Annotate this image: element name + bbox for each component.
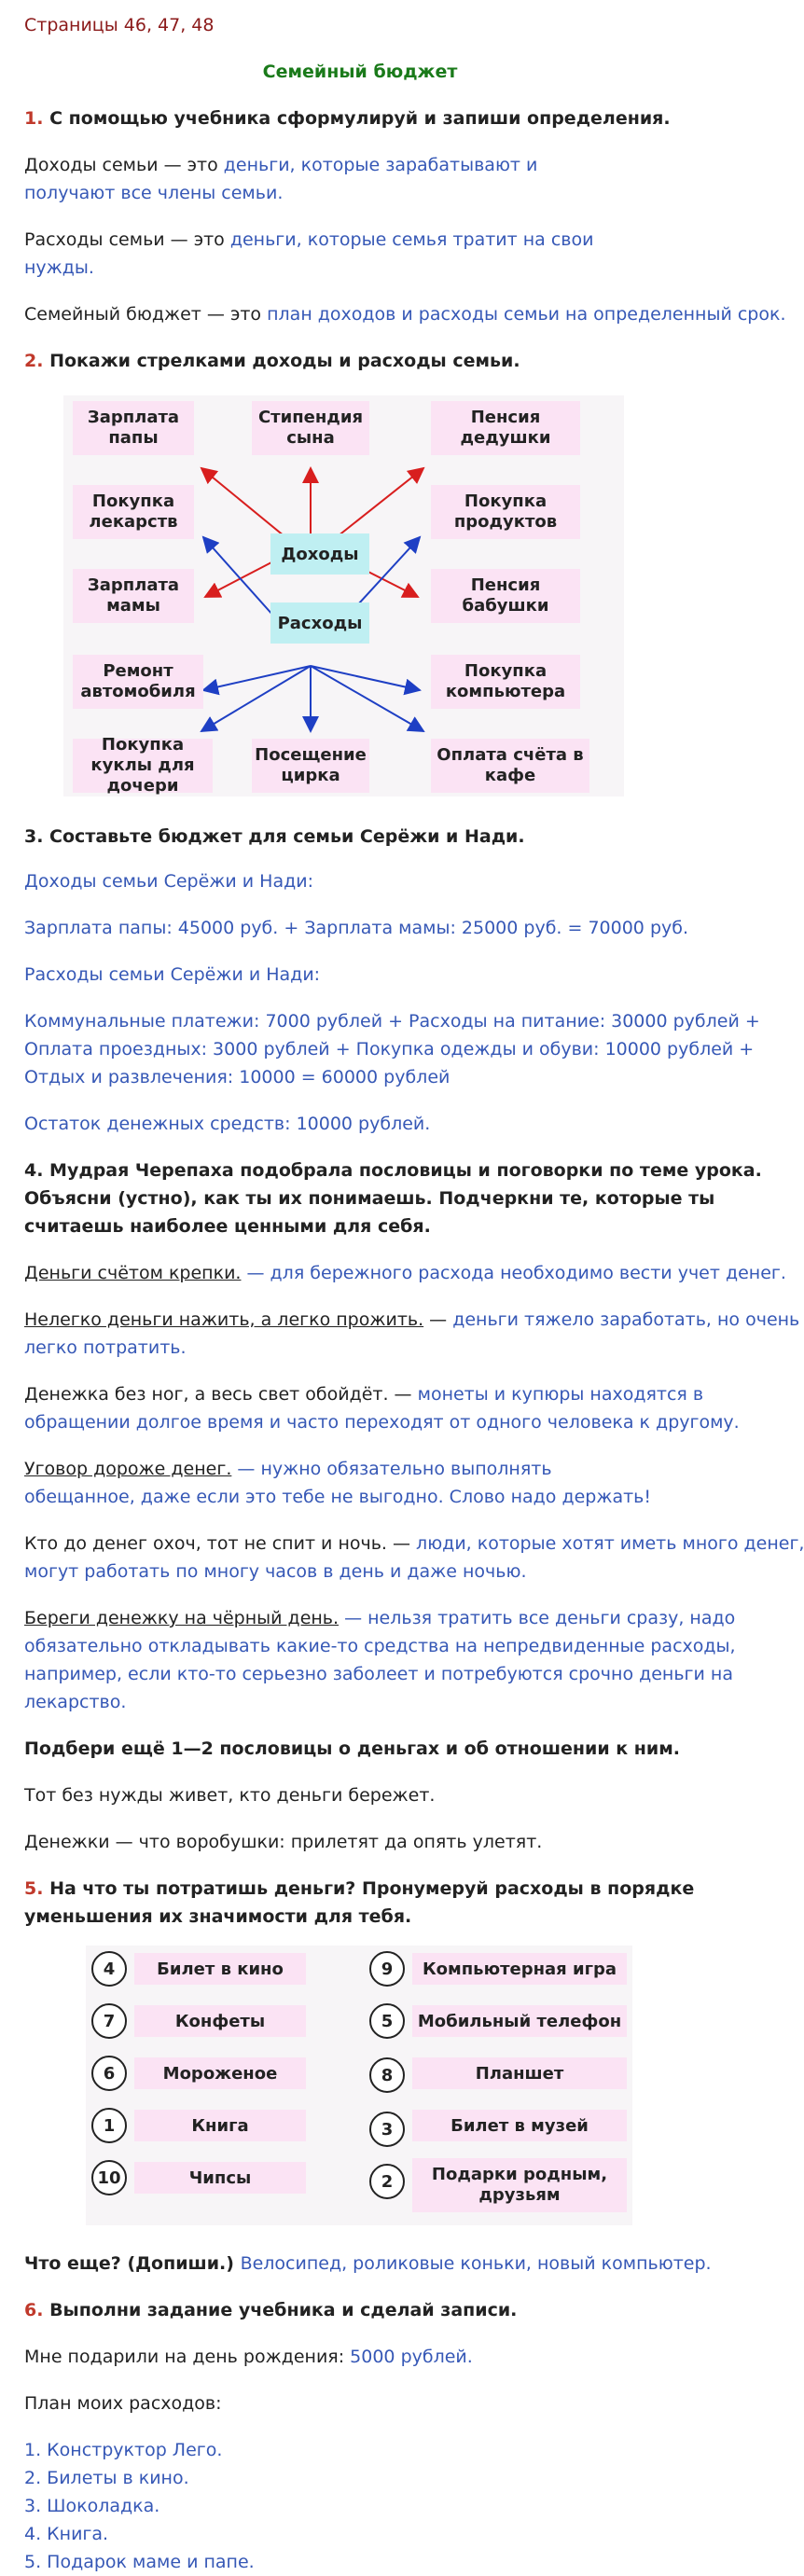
proverb-answer: монеты и купюры находятся в [417, 1384, 704, 1405]
scheme-box: Пенсия дедушки [431, 401, 580, 455]
proverb-1 [24, 1259, 786, 1287]
scheme-box: Посещение цирка [252, 739, 369, 793]
proverb-4 [24, 1455, 552, 1483]
rank-number: 10 [91, 2160, 127, 2195]
proverb-answer: обещанное, даже если это тебе не выгодно. Слово надо держать! [24, 1487, 651, 1507]
proverb-answer: — нужно обязательно выполнять [231, 1459, 552, 1479]
scheme-box: Зарплата мамы [73, 569, 194, 623]
scheme-box: Зарплата папы [73, 401, 194, 455]
page-title: Семейный бюджет [262, 62, 458, 82]
arrow-expense-computer [311, 666, 420, 690]
plan-item: 2. Билеты в кино. [24, 2468, 189, 2488]
task5-question-text: На что ты потратишь деньги? Пронумеруй расходы в порядке [49, 1878, 695, 1899]
task1-income-line1 [24, 151, 537, 179]
task4-question: считаешь наиболее ценными для себя. [24, 1216, 431, 1237]
proverb-answer: люди, которые хотят иметь много денег, [416, 1533, 804, 1554]
task2-question-text: Покажи стрелками доходы и расходы семьи. [49, 351, 520, 371]
proverb-text: Уговор дороже денег. [24, 1459, 232, 1479]
task5-question: уменьшения их значимости для тебя. [24, 1906, 412, 1927]
expense-center-box: Расходы [270, 602, 369, 644]
scheme-box: Покупка лекарств [73, 485, 194, 539]
proverb-text: Кто до денег охоч, тот не спит и ночь. — [24, 1533, 417, 1554]
gift-answer: 5000 рублей. [350, 2347, 473, 2367]
budget-answer: план доходов и расходы семьи на определенный срок. [267, 304, 786, 325]
proverb-answer: — для бережного расхода необходимо вести учет денег. [241, 1263, 786, 1283]
scheme-box: Ремонт автомобиля [73, 655, 203, 709]
expense-item: Конфеты [134, 2005, 306, 2037]
task1-income-line2: получают все члены семьи. [24, 183, 284, 203]
proverb-text: Деньги счётом крепки. [24, 1263, 242, 1283]
expense-item: Билет в кино [134, 1953, 306, 1985]
proverb-answer: могут работать по многу часов в день и даже ночью. [24, 1561, 527, 1582]
proverb-6 [24, 1604, 735, 1632]
expense-item: Чипсы [134, 2162, 306, 2194]
task5-more-answer: Велосипед, роликовые коньки, новый компьютер. [240, 2253, 712, 2274]
proverb-answer: например, если кто-то серьезно заболеет и потребуются срочно деньги на [24, 1664, 733, 1684]
task5-question [24, 1875, 694, 1903]
scheme-box: Покупка куклы для дочери [73, 739, 213, 793]
rank-number: 2 [369, 2164, 405, 2199]
budget-label: Семейный бюджет — это [24, 304, 268, 325]
arrow-expense-doll [201, 666, 311, 731]
rank-number: 8 [369, 2057, 405, 2093]
rank-number: 3 [369, 2112, 405, 2147]
task4-question: Объясни (устно), как ты их понимаешь. Подчеркни те, которые ты [24, 1188, 715, 1209]
expense-label: Расходы семьи — это [24, 229, 230, 250]
proverb-text: Денежка без ног, а весь свет обойдёт. — [24, 1384, 418, 1405]
expense-item: Билет в музей [412, 2110, 627, 2141]
task3-line: Доходы семьи Серёжи и Нади: [24, 871, 313, 892]
income-label: Доходы семьи — это [24, 155, 224, 175]
expense-item: Мороженое [134, 2057, 306, 2089]
arrow-income-mama [205, 561, 273, 597]
task6-question [24, 2296, 517, 2324]
gift-label: Мне подарили на день рождения: [24, 2347, 351, 2367]
income-answer: деньги, которые зарабатывают и [223, 155, 538, 175]
proverb-2 [24, 1306, 799, 1334]
task1-question [24, 104, 671, 132]
task3-line: Остаток денежных средств: 10000 рублей. [24, 1114, 431, 1134]
proverb-text: Береги денежку на чёрный день. [24, 1608, 340, 1628]
rank-number: 5 [369, 2003, 405, 2039]
income-expense-scheme [63, 395, 624, 796]
task3-line: Коммунальные платежи: 7000 рублей + Расходы на питание: 30000 рублей + [24, 1011, 760, 1032]
plan-item: 5. Подарок маме и папе. [24, 2552, 255, 2572]
task3-question: 3. Составьте бюджет для семьи Серёжи и Нади. [24, 826, 525, 847]
expense-item: Подарки родным, друзьям [412, 2158, 627, 2212]
scheme-box: Покупка продуктов [431, 485, 580, 539]
income-center-box: Доходы [270, 533, 369, 575]
extra-proverb: Денежки — что воробушки: прилетят да опять улетят. [24, 1832, 543, 1852]
task1-question-text: С помощью учебника сформулируй и запиши определения. [49, 108, 671, 129]
task1-number: 1. [24, 108, 44, 129]
proverb-answer: обращении долгое время и часто переходят от одного человека к другому. [24, 1412, 740, 1433]
task4-question: 4. Мудрая Черепаха подобрала пословицы и поговорки по теме урока. [24, 1160, 762, 1181]
task3-line: Отдых и развлечения: 10000 = 60000 рублей [24, 1067, 451, 1087]
arrow-expense-car [203, 666, 311, 690]
task5-number: 5. [24, 1878, 44, 1899]
expense-answer: деньги, которые семья тратит на свои [229, 229, 594, 250]
proverb-answer: легко потратить. [24, 1337, 187, 1358]
proverb-answer: лекарство. [24, 1692, 127, 1712]
arrow-expense-cafe [311, 666, 423, 731]
rank-number: 7 [91, 2003, 127, 2039]
task3-line: Зарплата папы: 45000 руб. + Зарплата мамы: 25000 руб. = 70000 руб. [24, 918, 688, 938]
proverb-answer: обязательно откладывать какие-то средства на непредвиденные расходы, [24, 1636, 736, 1656]
scheme-box: Оплата счёта в кафе [431, 739, 589, 793]
proverb-answer: деньги тяжело заработать, но очень [452, 1309, 800, 1330]
rank-number: 1 [91, 2108, 127, 2143]
task1-expense-line1 [24, 226, 593, 254]
proverb-5 [24, 1530, 804, 1558]
plan-item: 4. Книга. [24, 2524, 109, 2544]
expense-item: Мобильный телефон [412, 2005, 627, 2037]
extra-proverb: Тот без нужды живет, кто деньги бережет. [24, 1785, 436, 1806]
task5-more-question: Что еще? (Допиши.) [24, 2253, 241, 2274]
arrow-expense-medicine [203, 537, 273, 616]
scheme-box: Покупка компьютера [431, 655, 580, 709]
task2-number: 2. [24, 351, 44, 371]
plan-item: 1. Конструктор Лего. [24, 2440, 223, 2460]
proverb-text: Нелегко деньги нажить, а легко прожить. [24, 1309, 424, 1330]
task2-question [24, 347, 520, 375]
proverb-dash: — [423, 1309, 453, 1330]
task6-number: 6. [24, 2300, 44, 2320]
expense-item: Книга [134, 2110, 306, 2141]
expense-item: Планшет [412, 2057, 627, 2089]
rank-number: 9 [369, 1951, 405, 1987]
task3-line: Оплата проездных: 3000 рублей + Покупка одежды и обуви: 10000 рублей + [24, 1039, 755, 1059]
gift-line [24, 2343, 473, 2371]
extra-proverbs-question: Подбери ещё 1—2 пословицы о деньгах и об отношении к ним. [24, 1738, 680, 1759]
task6-question-text: Выполни задание учебника и сделай записи. [49, 2300, 518, 2320]
task1-budget-line [24, 300, 786, 328]
task1-expense-line2: нужды. [24, 257, 94, 278]
plan-label: План моих расходов: [24, 2393, 222, 2414]
task3-line: Расходы семьи Серёжи и Нади: [24, 964, 321, 985]
proverb-answer: — нельзя тратить все деньги сразу, надо [339, 1608, 736, 1628]
pages-header: Страницы 46, 47, 48 [24, 15, 215, 35]
rank-number: 4 [91, 1951, 127, 1987]
task5-more [24, 2250, 712, 2278]
proverb-3 [24, 1380, 703, 1408]
scheme-box: Стипендия сына [252, 401, 369, 455]
expense-item: Компьютерная игра [412, 1953, 627, 1985]
rank-number: 6 [91, 2056, 127, 2091]
scheme-box: Пенсия бабушки [431, 569, 580, 623]
plan-item: 3. Шоколадка. [24, 2496, 160, 2516]
expense-ranking [86, 1946, 632, 2225]
